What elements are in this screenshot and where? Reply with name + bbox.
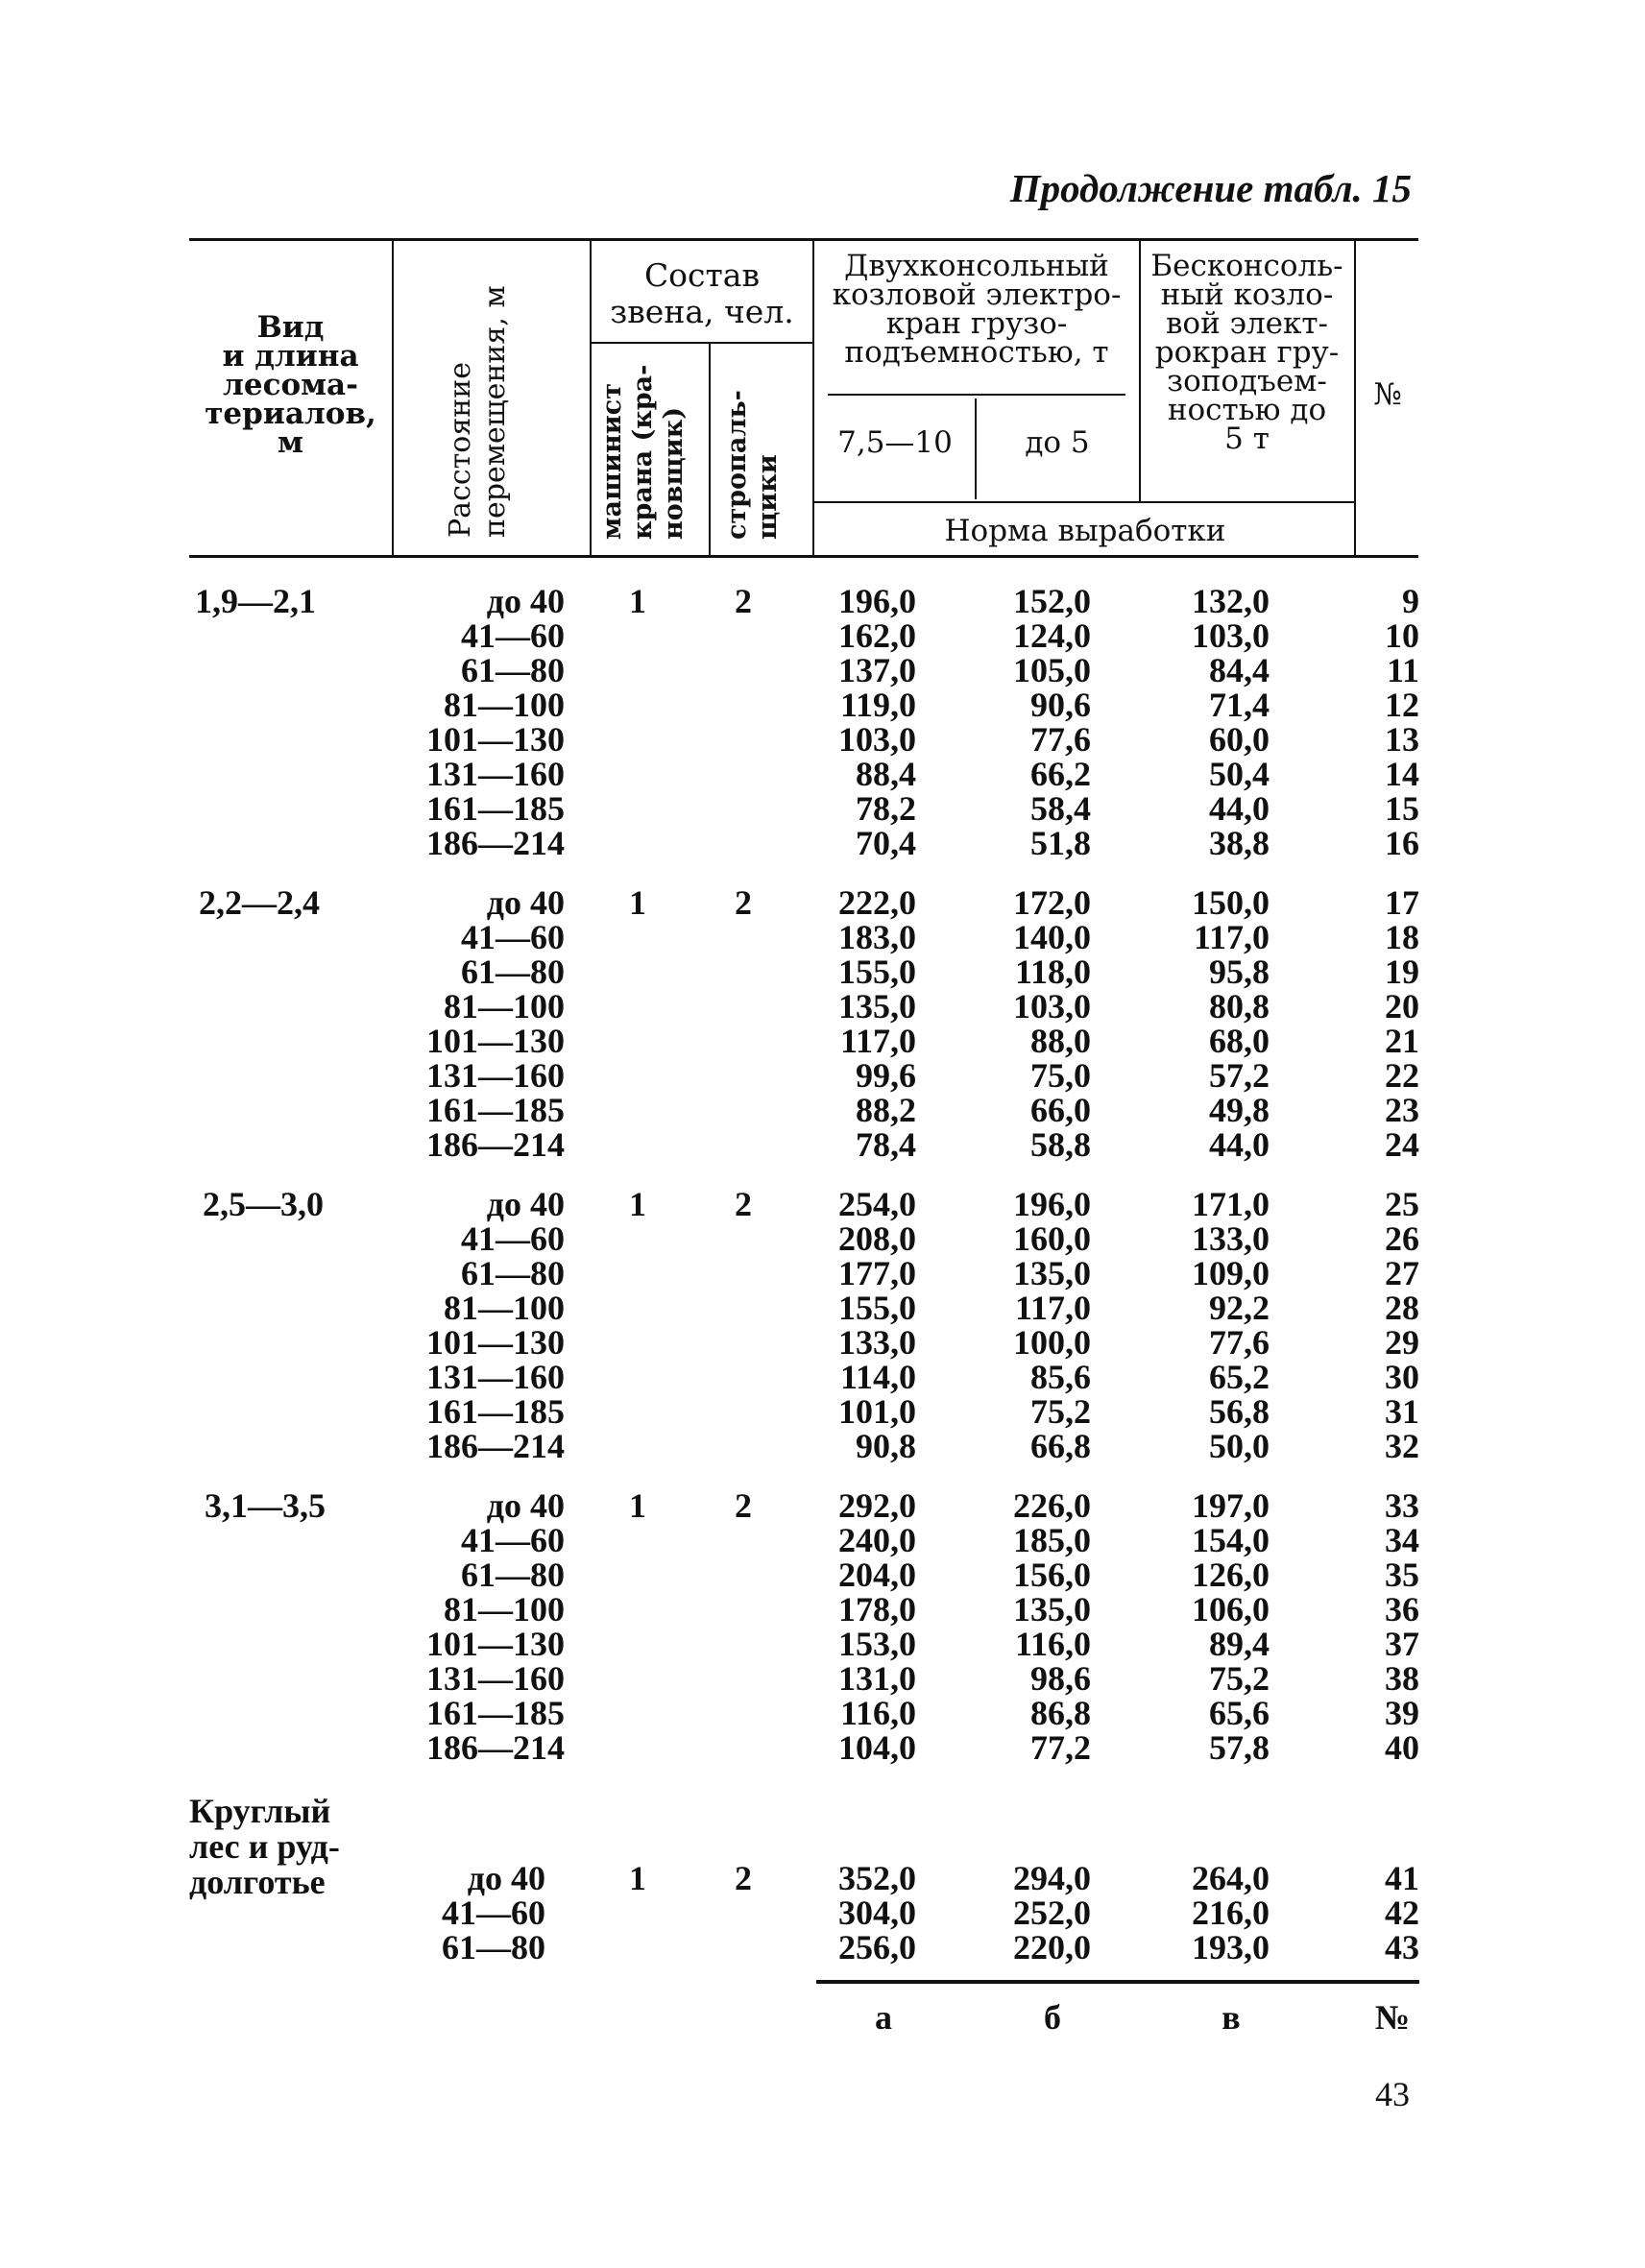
machinist-count: 1 — [629, 1859, 646, 1897]
header-hline-crew — [592, 342, 812, 344]
values-v: 132,0 103,0 84,4 71,4 60,0 50,4 44,0 38,8 — [1192, 582, 1270, 862]
row-numbers: 25 26 27 28 29 30 31 32 — [1385, 1185, 1419, 1465]
machinist-count: 1 — [629, 1185, 646, 1223]
footer-label-a: а — [875, 1998, 892, 2037]
footer-label-v: в — [1222, 1998, 1241, 2037]
row-numbers: 9 10 11 12 13 14 15 16 — [1385, 582, 1419, 862]
values-b: 294,0 252,0 220,0 — [1013, 1859, 1091, 1966]
values-a: 254,0 208,0 177,0 155,0 133,0 114,0 101,0 90,8 — [838, 1185, 916, 1465]
slinger-count: 2 — [735, 1859, 752, 1897]
values-a: 196,0 162,0 137,0 119,0 103,0 88,4 78,2 70,4 — [838, 582, 916, 862]
values-b: 196,0 160,0 135,0 117,0 100,0 85,6 75,2 66,8 — [1013, 1185, 1091, 1465]
values-v: 264,0 216,0 193,0 — [1192, 1859, 1270, 1966]
header-two-console-b: до 5 — [1025, 425, 1090, 460]
group-label: 2,5—3,0 — [203, 1185, 324, 1223]
distance-list: до 40 41—60 61—80 — [442, 1859, 545, 1966]
header-distance: Расстояние перемещения, м — [444, 285, 512, 538]
distance-list: до 40 41—60 61—80 81—100 101—130 131—160 161—185 186—214 — [426, 883, 565, 1164]
distance-list: до 40 41—60 61—80 81—100 101—130 131—160 161—185 186—214 — [426, 582, 565, 862]
header-two-console-a: 7,5—10 — [837, 425, 953, 460]
header-hline-two-console — [828, 394, 1125, 396]
values-v: 150,0 117,0 95,8 80,8 68,0 57,2 49,8 44,0 — [1192, 883, 1270, 1164]
slinger-count: 2 — [735, 883, 752, 922]
slinger-count: 2 — [735, 1486, 752, 1525]
header-top-rule — [189, 238, 1418, 241]
group-label: 1,9—2,1 — [195, 582, 316, 620]
table-caption: Продолжение табл. 15 — [1009, 166, 1412, 210]
header-type: Вид и длина лесома- териалов, м — [205, 310, 376, 460]
machinist-count: 1 — [629, 1486, 646, 1525]
header-vline-4 — [812, 240, 814, 557]
values-b: 152,0 124,0 105,0 90,6 77,6 66,2 58,4 51,8 — [1013, 582, 1091, 862]
slinger-count: 2 — [735, 582, 752, 620]
group-label: Круглый лес и руд- долготье — [189, 1792, 340, 1901]
header-crew: Состав звена, чел. — [610, 256, 794, 330]
values-a: 352,0 304,0 256,0 — [838, 1859, 916, 1966]
header-vline-3 — [709, 344, 711, 557]
group-label: 2,2—2,4 — [199, 883, 320, 922]
header-bottom-rule — [189, 555, 1418, 558]
distance-list: до 40 41—60 61—80 81—100 101—130 131—160 161—185 186—214 — [426, 1486, 565, 1767]
row-numbers: 17 18 19 20 21 22 23 24 — [1385, 883, 1419, 1164]
values-b: 172,0 140,0 118,0 103,0 88,0 75,0 66,0 58,8 — [1013, 883, 1091, 1164]
header-no: № — [1373, 377, 1402, 412]
values-v: 171,0 133,0 109,0 92,2 77,6 65,2 56,8 50,0 — [1192, 1185, 1270, 1465]
values-a: 222,0 183,0 155,0 135,0 117,0 99,6 88,2 78,4 — [838, 883, 916, 1164]
header-hline-norm — [814, 501, 1354, 503]
header-vline-5 — [975, 398, 977, 499]
page-number: 43 — [1375, 2075, 1410, 2113]
row-numbers: 33 34 35 36 37 38 39 40 — [1385, 1486, 1419, 1767]
header-vline-1 — [392, 240, 394, 557]
header-norm: Норма выработки — [944, 514, 1226, 548]
footer-rule — [816, 1980, 1419, 1984]
machinist-count: 1 — [629, 582, 646, 620]
row-numbers: 41 42 43 — [1385, 1859, 1419, 1966]
values-v: 197,0 154,0 126,0 106,0 89,4 75,2 65,6 57,8 — [1192, 1486, 1270, 1767]
values-b: 226,0 185,0 156,0 135,0 116,0 98,6 86,8 77,2 — [1013, 1486, 1091, 1767]
slinger-count: 2 — [735, 1185, 752, 1223]
footer-label-b: б — [1044, 1998, 1061, 2037]
header-no-console: Бесконсоль- ный козло- вой элект- рокран гру- зоподъем- ностью до 5 т — [1150, 249, 1343, 456]
header-vline-6 — [1139, 240, 1141, 501]
header-two-console: Двухконсольный козловой электро- кран грузо- подъемностью, т — [832, 249, 1122, 370]
values-a: 292,0 240,0 204,0 178,0 153,0 131,0 116,0 104,0 — [838, 1486, 916, 1767]
header-crew-machinist: машинист крана (кра- новщик) — [597, 364, 689, 540]
footer-label-no: № — [1374, 1998, 1411, 2037]
machinist-count: 1 — [629, 883, 646, 922]
group-label: 3,1—3,5 — [205, 1486, 326, 1525]
header-crew-slinger: стропаль- щики — [722, 390, 783, 540]
distance-list: до 40 41—60 61—80 81—100 101—130 131—160 161—185 186—214 — [426, 1185, 565, 1465]
